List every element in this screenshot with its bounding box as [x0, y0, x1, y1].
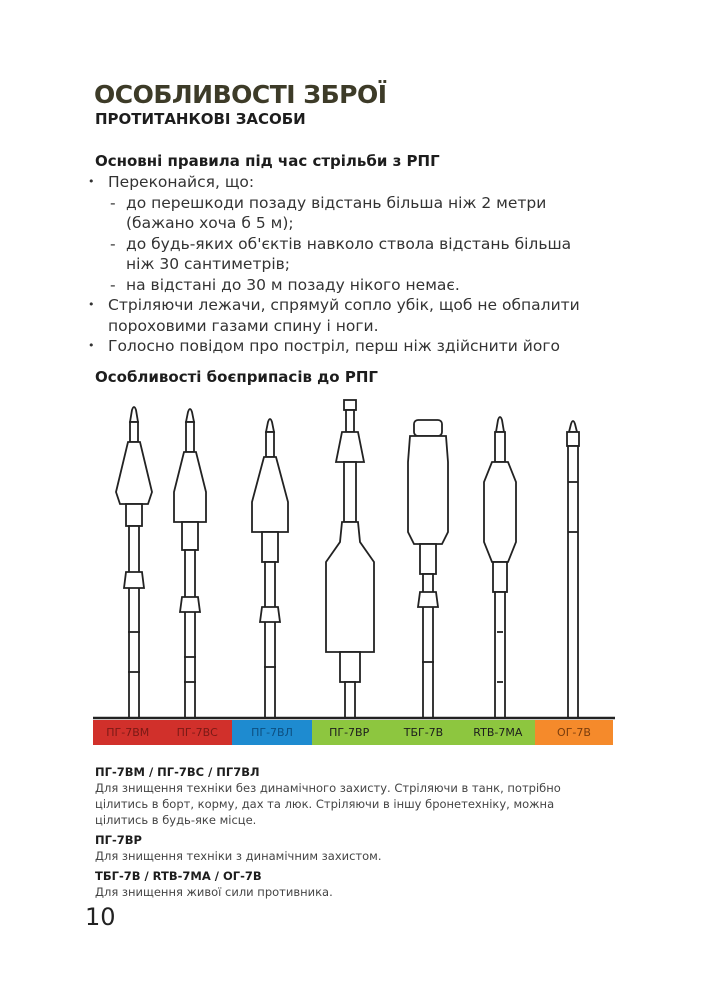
band-segment-red [93, 720, 232, 745]
desc-title: ПГ-7ВР [95, 833, 142, 847]
band-segment-green [312, 720, 535, 745]
rule-subitem-continued: (бажано хоча б 5 м); [126, 214, 294, 232]
ammo-heading: Особливості боєприпасів до РПГ [95, 368, 378, 386]
rule-item: • Переконайся, що: [86, 172, 626, 193]
label-pg-7vr: ПГ-7ВР [329, 726, 370, 739]
rule-subitem: - до будь-яких об'єктів навколо ствола відстань більша [86, 234, 626, 255]
label-rtb-7ma: RTB-7MA [473, 726, 523, 739]
rules-heading: Основні правила під час стрільби з РПГ [95, 152, 440, 170]
label-og-7v: ОГ-7В [557, 726, 591, 739]
page-number: 10 [85, 903, 116, 931]
rule-subitem: - до перешкоди позаду відстань більша ніж 2 метри [86, 193, 626, 214]
desc-title: ТБГ-7В / RTB-7MA / ОГ-7В [95, 869, 262, 883]
page-subtitle: ПРОТИТАНКОВІ ЗАСОБИ [95, 110, 306, 128]
rule-item: • Голосно повідом про постріл, перш ніж здійснити його [86, 336, 626, 357]
rocket-og-7v [567, 421, 579, 718]
label-tbg-7v: ТБГ-7В [403, 726, 444, 739]
rocket-pg-7vs [174, 409, 206, 718]
label-pg-7vs: ПГ-7ВС [176, 726, 218, 739]
page-title: ОСОБЛИВОСТІ ЗБРОЇ [94, 80, 387, 109]
desc-title: ПГ-7ВМ / ПГ-7ВС / ПГ7ВЛ [95, 765, 260, 779]
desc-line: цілитись в будь-яке місце. [95, 813, 257, 827]
rule-item: • Стріляючи лежачи, спрямуй сопло убік, щоб не обпалити [86, 295, 626, 316]
rocket-rtb-7ma [484, 417, 516, 718]
rocket-pg-7vl [252, 419, 288, 718]
label-pg-7vl: ПГ-7ВЛ [251, 726, 293, 739]
desc-line: Для знищення техніки з динамічним захистом. [95, 849, 382, 863]
desc-line: Для знищення техніки без динамічного захисту. Стріляючи в танк, потрібно [95, 781, 561, 795]
band-segment-blue [232, 720, 312, 745]
rule-item-continued: пороховими газами спину і ноги. [108, 316, 379, 335]
label-pg-7vm: ПГ-7ВМ [106, 726, 150, 739]
rpg-rounds-illustration [90, 392, 620, 722]
rocket-pg-7vr [326, 400, 374, 718]
band-segment-orange [535, 720, 613, 745]
ammo-color-band [93, 720, 613, 745]
rocket-pg-7vm [116, 407, 152, 718]
rule-subitem-continued: ніж 30 сантиметрів; [126, 255, 290, 273]
desc-line: Для знищення живої сили противника. [95, 885, 333, 899]
rocket-tbg-7v [408, 420, 448, 718]
rules-list [86, 172, 626, 357]
rule-subitem: - на відстані до 30 м позаду нікого немає. [86, 275, 626, 296]
ammo-descriptions [95, 760, 615, 900]
desc-line: цілитись в борт, корму, дах та люк. Стріляючи в іншу бронетехніку, можна [95, 797, 555, 811]
